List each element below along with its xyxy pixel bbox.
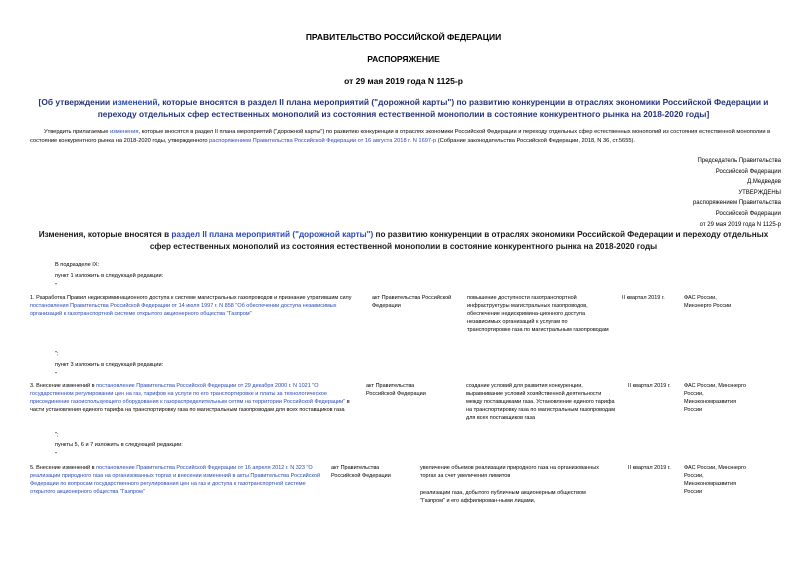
row1-measure-text: 1. Разработка Правил недискриминационного доступа к системе магистральных газопроводов и признание утратившим силу — [30, 295, 352, 301]
row2-result: создание условий для развития конкуренции, выравнивание условий хозяйственной деятельности между поставщиками газа. Установление единого тарифа на транспортировку газа по магистральным газопроводам для всех поставщиков газа — [466, 383, 615, 421]
signature-block — [693, 156, 781, 230]
signature-line: Председатель Правительства — [697, 158, 781, 164]
changes-title — [28, 229, 779, 252]
title-prefix: [Об утверждении — [38, 97, 113, 107]
signature-line: УТВЕРЖДЕНЫ — [738, 189, 781, 196]
subsection-label: В подразделе IX: — [55, 262, 100, 268]
row3-doc: акт Правительства Российской Федерации — [331, 465, 391, 479]
row1-executor: ФАС России, Минэнерго России — [684, 295, 732, 309]
signature-line: распоряжением Правительства — [692, 200, 781, 207]
row2-measure — [30, 383, 360, 415]
row3-result-part2: реализации газа, добытого публичным акционерным обществом "Газпром" и его аффилирован-ными лицами, — [420, 489, 586, 504]
government-name: ПРАВИТЕЛЬСТВО РОССИЙСКОЙ ФЕДЕРАЦИИ — [305, 32, 502, 42]
quote-open: " — [55, 452, 57, 458]
row1-term: II квартал 2019 г. — [622, 295, 665, 301]
title-link[interactable]: изменений — [112, 97, 158, 107]
changes-title-prefix: Изменения, которые вносятся в — [38, 230, 172, 239]
signature-line: Д.Медведев — [747, 179, 781, 186]
quote-close: "; — [55, 432, 59, 438]
intro-text-3: (Собрание законодательства Российской Федерации, 2018, N 36, ст.5655). — [436, 137, 635, 144]
document-title — [30, 96, 777, 120]
title-rest: , которые вносятся в раздел II плана мероприятий ("дорожной карты") по развитию конкуренции в отраслях экономики Российской Федерации и переходу отдельных сфер естественных монополий из состояния естественной монополии в состояние конкурентного рынка на 2018-2020 годы] — [97, 97, 769, 119]
changes-title-link[interactable]: раздел II плана мероприятий ("дорожной карты") — [171, 230, 374, 239]
intro-text-1: Утвердить прилагаемые — [44, 129, 110, 135]
quote-close: "; — [55, 351, 59, 357]
document-type: РАСПОРЯЖЕНИЕ — [367, 54, 440, 64]
row2-doc: акт Правительства Российской Федерации — [366, 383, 426, 397]
signature-line: Российской Федерации — [715, 168, 781, 175]
row1-measure-link[interactable]: постановления Правительства Российской Федерации от 14 июля 1997 г. N 858 "Об обеспечении доступа независимых организаций к газотранспортной системе открытого акционерного общества "Газпром" — [30, 302, 337, 317]
row3-measure-link[interactable]: постановление Правительства Российской Федерации от 16 апреля 2012 г. N 323 "О реализации природного газа на организованных торгах и внесении изменений в акты Правительства Российской Федерации по вопросам государственного регулирования цен на газ и доступа к газотранспортной системе открытого акционерного общества "Газпром" — [30, 465, 321, 495]
instruction-3: пункты 5, 6 и 7 изложить в следующей редакции: — [55, 442, 183, 448]
row1-measure — [30, 295, 360, 319]
intro-link-order[interactable]: распоряжением Правительства Российской Федерации от 16 августа 2018 г. N 1697-р — [209, 137, 437, 144]
row1-result: повышение доступности газотранспортной инфраструктуры магистральных газопроводов, обеспечение недискримина-ционного доступа независимых организаций к услугам по транспортировке газа по магистральным газопроводам — [467, 295, 609, 333]
row3-measure-text: 5. Внесение изменений в — [30, 465, 97, 471]
quote-open: " — [55, 283, 57, 289]
instruction-2: пункт 3 изложить в следующей редакции: — [55, 362, 164, 368]
intro-text-2: , которые вносятся в раздел II плана мероприятий ("дорожной карты") по развитию конкуренции в отраслях экономики Российской Федерации и переходу отдельных сфер естественных монополий из состояния естественной монополии в состояние конкурентного рынка на 2018-2020 годы, утвержденного — [30, 129, 771, 144]
row1-doc: акт Правительства Российской Федерации — [372, 295, 452, 309]
signature-line: Российской Федерации — [715, 210, 781, 217]
quote-open: " — [55, 372, 57, 378]
intro-link-changes[interactable]: изменения — [109, 129, 139, 135]
row3-measure — [30, 465, 330, 497]
intro-paragraph — [30, 128, 784, 145]
changes-title-rest: по развитию конкуренции в отраслях экономики Российской Федерации и переходу отдельных сфер естественных монополий из состояния естественной монополии в состояние конкурентного рынка на 2018-2020 годы — [149, 230, 769, 251]
row2-term: II квартал 2019 г. — [628, 383, 671, 389]
signature-line: от 29 мая 2019 года N 1125-р — [699, 221, 781, 228]
row2-measure-link[interactable]: постановление Правительства Российской Федерации от 29 декабря 2000 г. N 1021 "О государственном регулировании цен на газ, тарифов на услуги по его транспортировке и платы за технологическое присоединение газоиспользующего оборудования к газораспределительным сетям на территории Российской Федерации" — [30, 383, 346, 405]
row2-measure-tail: в части установления единого тарифа на транспортировку газа по магистральным газопроводам для всех поставщиков газа — [30, 398, 350, 413]
row3-result-part1: увеличение объемов реализации природного газа на организованных торгах за счет увеличения лимитов — [420, 465, 599, 479]
row2-measure-text: 3. Внесение изменений в — [30, 383, 97, 389]
row3-executor: ФАС России, Минэнерго России, Минэкономразвития России — [684, 465, 746, 495]
row3-result — [420, 465, 610, 506]
row3-term: II квартал 2019 г. — [628, 465, 671, 471]
row2-executor: ФАС России, Минэнерго России, Минэкономразвития России — [684, 383, 746, 413]
document-date: от 29 мая 2019 года N 1125-р — [344, 76, 463, 86]
instruction-1: пункт 1 изложить в следующей редакции: — [55, 273, 164, 279]
